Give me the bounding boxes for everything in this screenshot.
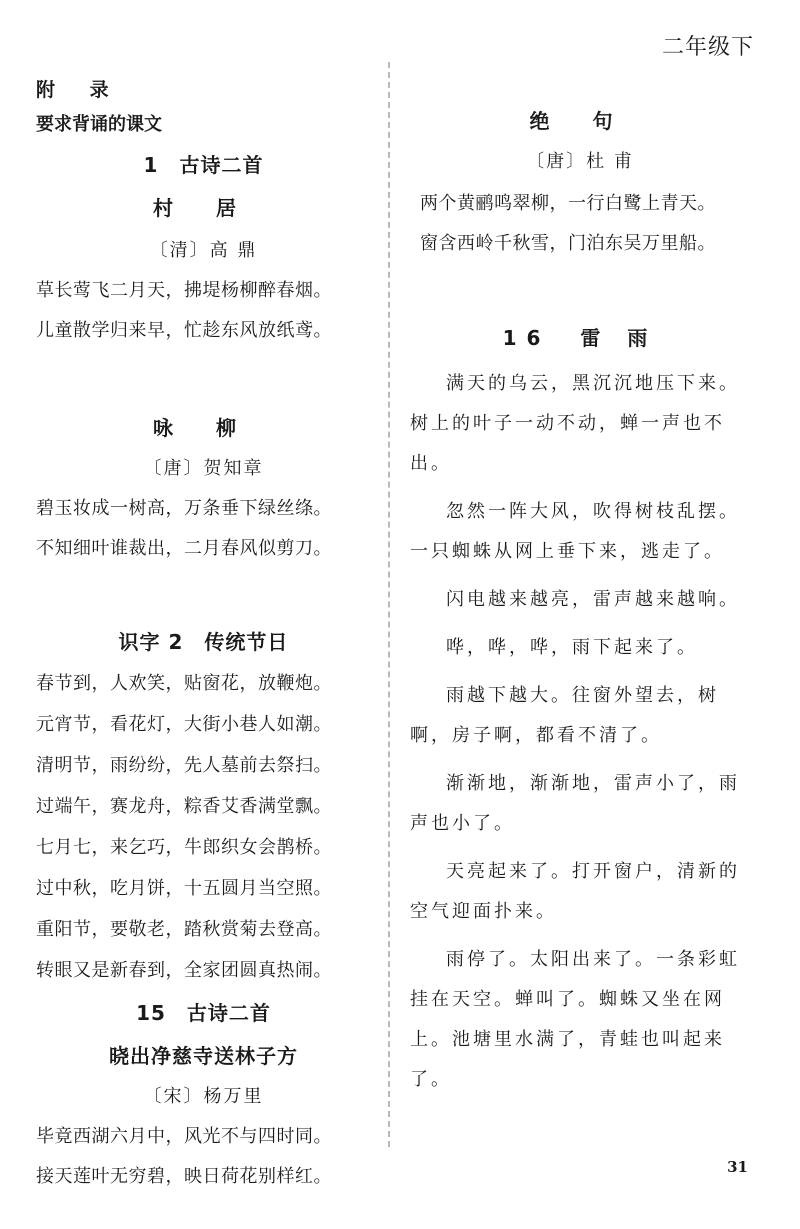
poem-line: 不知细叶谁裁出，二月春风似剪刀。 [36, 538, 332, 559]
poem-xiaochu-title: 晓出净慈寺送林子方 [109, 1044, 298, 1068]
column-divider [388, 62, 390, 1147]
story-paragraph: 雨停了。太阳出来了。一条彩虹挂在天空。蝉叫了。蜘蛛又坐在网上。池塘里水满了，青蛙也叫起来了。 [410, 949, 740, 1090]
literacy-2-title: 识字 2 传统节日 [118, 630, 289, 654]
festival-line: 转眼又是新春到，全家团圆真热闹。 [36, 960, 332, 981]
poem-cunju-title: 村 居 [153, 196, 254, 220]
poem-xiaochu-author: 〔宋〕杨万里 [143, 1086, 264, 1107]
story-paragraph: 闪电越来越亮，雷声越来越响。 [446, 589, 740, 610]
unit-1-title: 1 古诗二首 [143, 153, 264, 177]
poem-line: 草长莺飞二月天，拂堤杨柳醉春烟。 [36, 280, 332, 301]
festival-line: 元宵节，看花灯，大街小巷人如潮。 [36, 714, 332, 735]
festival-line: 七月七，来乞巧，牛郎织女会鹊桥。 [36, 837, 332, 858]
story-paragraph: 雨越下越大。往窗外望去，树啊，房子啊，都看不清了。 [410, 685, 719, 746]
poem-jueju-title: 绝 句 [529, 109, 631, 133]
left-column [36, 75, 371, 1197]
poem-jueju-author: 〔唐〕杜 甫 [526, 151, 634, 172]
festival-line: 重阳节，要敬老，踏秋赏菊去登高。 [36, 919, 332, 940]
unit-16-title: 16 雷 雨 [502, 326, 658, 350]
story-paragraph: 忽然一阵大风，吹得树枝乱摆。一只蜘蛛从网上垂下来，逃走了。 [410, 501, 740, 562]
unit-15-title: 15 古诗二首 [136, 1001, 271, 1025]
story-paragraph: 满天的乌云，黑沉沉地压下来。树上的叶子一动不动，蝉一声也不出。 [410, 373, 740, 474]
appendix-title: 附 录 [36, 79, 123, 101]
festival-line: 过端午，赛龙舟，粽香艾香满堂飘。 [36, 796, 332, 817]
poem-line: 碧玉妆成一树高，万条垂下绿丝绦。 [36, 498, 332, 519]
story-paragraph: 哗，哗，哗，雨下起来了。 [446, 637, 698, 658]
poem-line: 接天莲叶无穷碧，映日荷花别样红。 [36, 1166, 332, 1187]
page-number: 31 [727, 1158, 748, 1176]
poem-line: 毕竟西湖六月中，风光不与四时同。 [36, 1126, 332, 1147]
story-paragraph: 渐渐地，渐渐地，雷声小了，雨声也小了。 [410, 773, 740, 834]
poem-yongliu-title: 咏 柳 [153, 416, 254, 440]
festival-line: 清明节，雨纷纷，先人墓前去祭扫。 [36, 755, 332, 776]
poem-line: 两个黄鹂鸣翠柳，一行白鹭上青天。 [420, 193, 716, 214]
poem-line: 窗含西岭千秋雪，门泊东吴万里船。 [420, 233, 716, 254]
right-column [410, 102, 750, 1100]
poem-yongliu-author: 〔唐〕贺知章 [143, 458, 264, 479]
festival-line: 春节到，人欢笑，贴窗花，放鞭炮。 [36, 673, 332, 694]
poem-line: 儿童散学归来早，忙趁东风放纸鸢。 [36, 320, 332, 341]
recite-heading: 要求背诵的课文 [36, 114, 162, 135]
story-paragraph: 天亮起来了。打开窗户，清新的空气迎面扑来。 [410, 861, 740, 922]
festival-line: 过中秋，吃月饼，十五圆月当空照。 [36, 878, 332, 899]
grade-label: 二年级下 [661, 35, 754, 60]
poem-cunju-author: 〔清〕高 鼎 [149, 240, 258, 261]
